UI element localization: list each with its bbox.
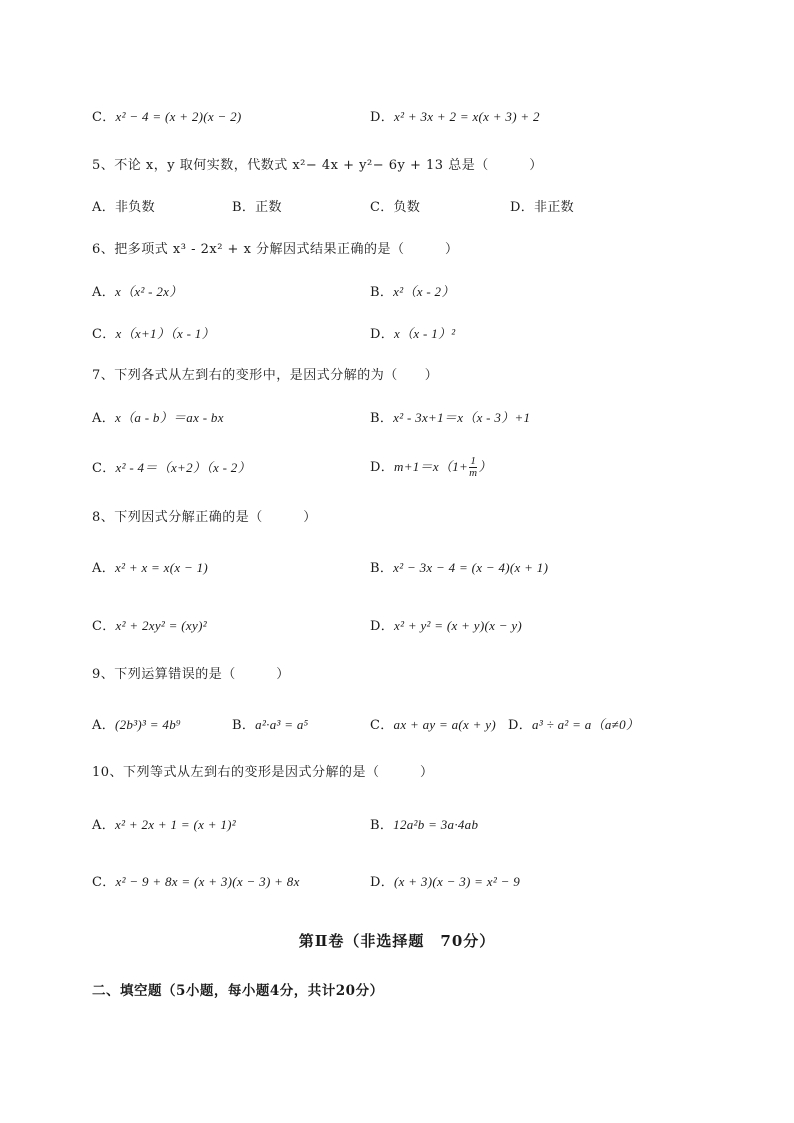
option-letter: D． bbox=[370, 460, 395, 475]
option-letter: D． bbox=[370, 327, 395, 342]
fraction-numerator: 1 bbox=[470, 455, 477, 467]
option-letter: A． bbox=[92, 285, 115, 300]
fraction bbox=[469, 456, 477, 479]
q9-option-c bbox=[370, 716, 496, 735]
option-letter: C． bbox=[92, 461, 116, 476]
q9-stem: 9、下列运算错误的是（ ） bbox=[92, 667, 290, 682]
q7-option-d bbox=[370, 452, 492, 483]
q6-stem: 6、把多项式 x³ - 2x² + x 分解因式结果正确的是（ ） bbox=[92, 242, 459, 257]
option-letter: D． bbox=[370, 875, 395, 890]
q9-option-a bbox=[92, 716, 181, 735]
formula: x²（x - 2） bbox=[393, 284, 455, 299]
q8-stem: 8、下列因式分解正确的是（ ） bbox=[92, 510, 317, 525]
formula: x² + 2xy² = (xy)² bbox=[115, 618, 207, 633]
q4-option-d bbox=[370, 108, 540, 127]
option-letter: C． bbox=[92, 619, 116, 634]
formula: (2b³)³ = 4b⁹ bbox=[115, 717, 181, 732]
q8-option-c bbox=[92, 617, 207, 636]
formula: x² − 3x − 4 = (x − 4)(x + 1) bbox=[393, 560, 549, 575]
option-letter: C． bbox=[92, 110, 116, 125]
formula-suffix: ） bbox=[478, 459, 492, 474]
option-letter: D． bbox=[508, 718, 533, 733]
q10-option-a bbox=[92, 816, 236, 835]
formula: x（x+1）（x - 1） bbox=[115, 326, 215, 341]
formula: x² - 4＝（x+2）（x - 2） bbox=[115, 460, 251, 475]
q7-stem: 7、下列各式从左到右的变形中，是因式分解的为（ ） bbox=[92, 368, 439, 383]
option-letter: B． bbox=[232, 718, 256, 733]
formula: x² + x = x(x − 1) bbox=[115, 560, 209, 575]
q5-option-b: B．正数 bbox=[232, 200, 282, 215]
q4-option-c bbox=[92, 108, 242, 127]
q6-option-a bbox=[92, 283, 183, 302]
formula: x² + 3x + 2 = x(x + 3) + 2 bbox=[394, 109, 540, 124]
q10-option-d bbox=[370, 873, 520, 892]
formula: a³ ÷ a² = a（a≠0） bbox=[532, 717, 640, 732]
q9-option-b bbox=[232, 716, 309, 735]
q5-option-c: C．负数 bbox=[370, 200, 421, 215]
option-letter: C． bbox=[92, 327, 116, 342]
q10-option-c bbox=[92, 873, 300, 892]
option-letter: B． bbox=[370, 285, 394, 300]
formula: x（a - b）＝ax - bx bbox=[115, 410, 224, 425]
q6-option-c bbox=[92, 325, 215, 344]
option-letter: A． bbox=[92, 718, 115, 733]
formula: x² - 3x+1＝x（x - 3）+1 bbox=[393, 410, 531, 425]
option-letter: C． bbox=[370, 718, 394, 733]
q8-option-d bbox=[370, 617, 522, 636]
option-letter: D． bbox=[370, 619, 395, 634]
q7-option-c bbox=[92, 459, 251, 478]
q5-option-a: A．非负数 bbox=[92, 200, 155, 215]
q8-option-b bbox=[370, 559, 548, 578]
formula: x² + y² = (x + y)(x − y) bbox=[394, 618, 523, 633]
formula: a²·a³ = a⁵ bbox=[255, 717, 309, 732]
formula: ax + ay = a(x + y) bbox=[393, 717, 497, 732]
formula: x（x² - 2x） bbox=[115, 284, 183, 299]
q5-stem: 5、不论 x，y 取何实数，代数式 x²− 4x + y²− 6y + 13 总是（ ） bbox=[92, 158, 543, 173]
q5-option-d: D．非正数 bbox=[510, 200, 574, 215]
q8-option-a bbox=[92, 559, 208, 578]
option-letter: B． bbox=[370, 818, 394, 833]
formula: x² − 4 = (x + 2)(x − 2) bbox=[115, 109, 242, 124]
q6-option-b bbox=[370, 283, 455, 302]
option-letter: B． bbox=[370, 411, 394, 426]
part-title: 二、填空题（5小题，每小题4分，共计20分） bbox=[92, 983, 384, 999]
option-letter: A． bbox=[92, 411, 115, 426]
q7-option-b bbox=[370, 409, 530, 428]
option-letter: A． bbox=[92, 561, 115, 576]
formula: x（x - 1）² bbox=[394, 326, 456, 341]
option-letter: C． bbox=[92, 875, 116, 890]
fraction-denominator: m bbox=[469, 467, 478, 479]
q9-option-d bbox=[508, 716, 639, 735]
option-letter: D． bbox=[370, 110, 395, 125]
formula: 12a²b = 3a·4ab bbox=[393, 817, 479, 832]
formula: x² + 2x + 1 = (x + 1)² bbox=[115, 817, 236, 832]
formula: (x + 3)(x − 3) = x² − 9 bbox=[394, 874, 521, 889]
formula: x² − 9 + 8x = (x + 3)(x − 3) + 8x bbox=[115, 874, 300, 889]
section-title: 第Ⅱ卷（非选择题 70分） bbox=[298, 932, 496, 950]
q10-option-b bbox=[370, 816, 478, 835]
q6-option-d bbox=[370, 325, 456, 344]
option-letter: A． bbox=[92, 818, 115, 833]
q7-option-a bbox=[92, 409, 224, 428]
q10-stem: 10、下列等式从左到右的变形是因式分解的是（ ） bbox=[92, 765, 434, 780]
formula-prefix: m+1＝x（1+ bbox=[394, 459, 469, 474]
option-letter: B． bbox=[370, 561, 394, 576]
